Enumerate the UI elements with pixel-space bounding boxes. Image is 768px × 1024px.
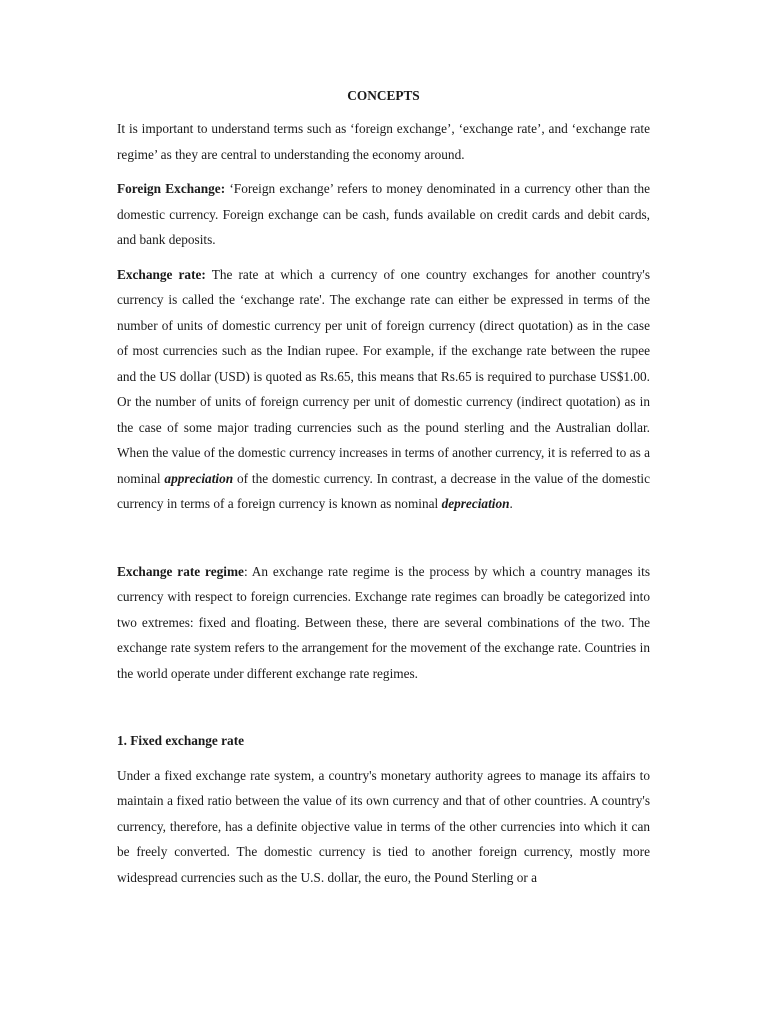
depreciation-emphasis: depreciation <box>441 496 510 511</box>
page-title: CONCEPTS <box>347 88 420 103</box>
exchange-rate-term: Exchange rate: <box>117 266 206 282</box>
intro-paragraph: It is important to understand terms such as ‘foreign exchange’, ‘exchange rate’, and ‘exchange rate regime’ as they are central to understanding the economy around. <box>117 121 650 162</box>
appreciation-emphasis: appreciation <box>164 470 234 486</box>
exchange-rate-regime-text: : An exchange rate regime is the process by which a country manages its currency with respect to foreign currencies. Exchange rate regimes can broadly be categorized into two extremes: fixed and floating. Between these, there are several combinations of the two. The exchange rate system refers to the arrangement for the movement of the exchange rate. Countries in the world operate under different exchange rate regimes. <box>117 563 650 681</box>
foreign-exchange-paragraph <box>117 176 650 253</box>
fixed-exchange-rate-paragraph: Under a fixed exchange rate system, a country's monetary authority agrees to manage its affairs to maintain a fixed ratio between the value of its own currency and that of other countries. A country's currency, therefore, has a definite objective value in terms of the other currencies into which it can be freely converted. The domestic currency is tied to another foreign currency, mostly more widespread currencies such as the U.S. dollar, the euro, the Pound Sterling or a <box>117 767 650 885</box>
exchange-rate-paragraph <box>117 262 650 517</box>
foreign-exchange-text: ‘Foreign exchange’ refers to money denominated in a currency other than the domestic currency. Foreign exchange can be cash, funds available on credit cards and debit cards, and bank deposits. <box>117 181 650 247</box>
document-page <box>117 86 650 899</box>
foreign-exchange-term: Foreign Exchange: <box>117 181 226 196</box>
exchange-rate-regime-paragraph <box>117 559 650 687</box>
exchange-rate-regime-term: Exchange rate regime <box>117 563 244 579</box>
exchange-rate-text-1: The rate at which a currency of one country exchanges for another country's currency is called the ‘exchange rate'. The exchange rate can either be expressed in terms of the number of units of domestic currency per unit of foreign currency (direct quotation) as in the case of most currencies such as the Indian rupee. For example, if the exchange rate between the rupee and the US dollar (USD) is quoted as Rs.65, this means that Rs.65 is required to purchase US$1.00. Or the number of units of foreign currency per unit of domestic currency (indirect quotation) as in the case of some major trading currencies such as the pound sterling and the Australian dollar. When the value of the domestic currency increases in terms of another currency, it is referred to as a nominal <box>117 266 651 486</box>
exchange-rate-text-3: . <box>509 496 513 511</box>
fixed-exchange-rate-heading: 1. Fixed exchange rate <box>117 733 245 748</box>
exchange-rate-text-2: of the domestic currency. In contrast, a decrease in the value of the domestic currency in terms of a foreign currency is known as nominal <box>117 470 650 511</box>
